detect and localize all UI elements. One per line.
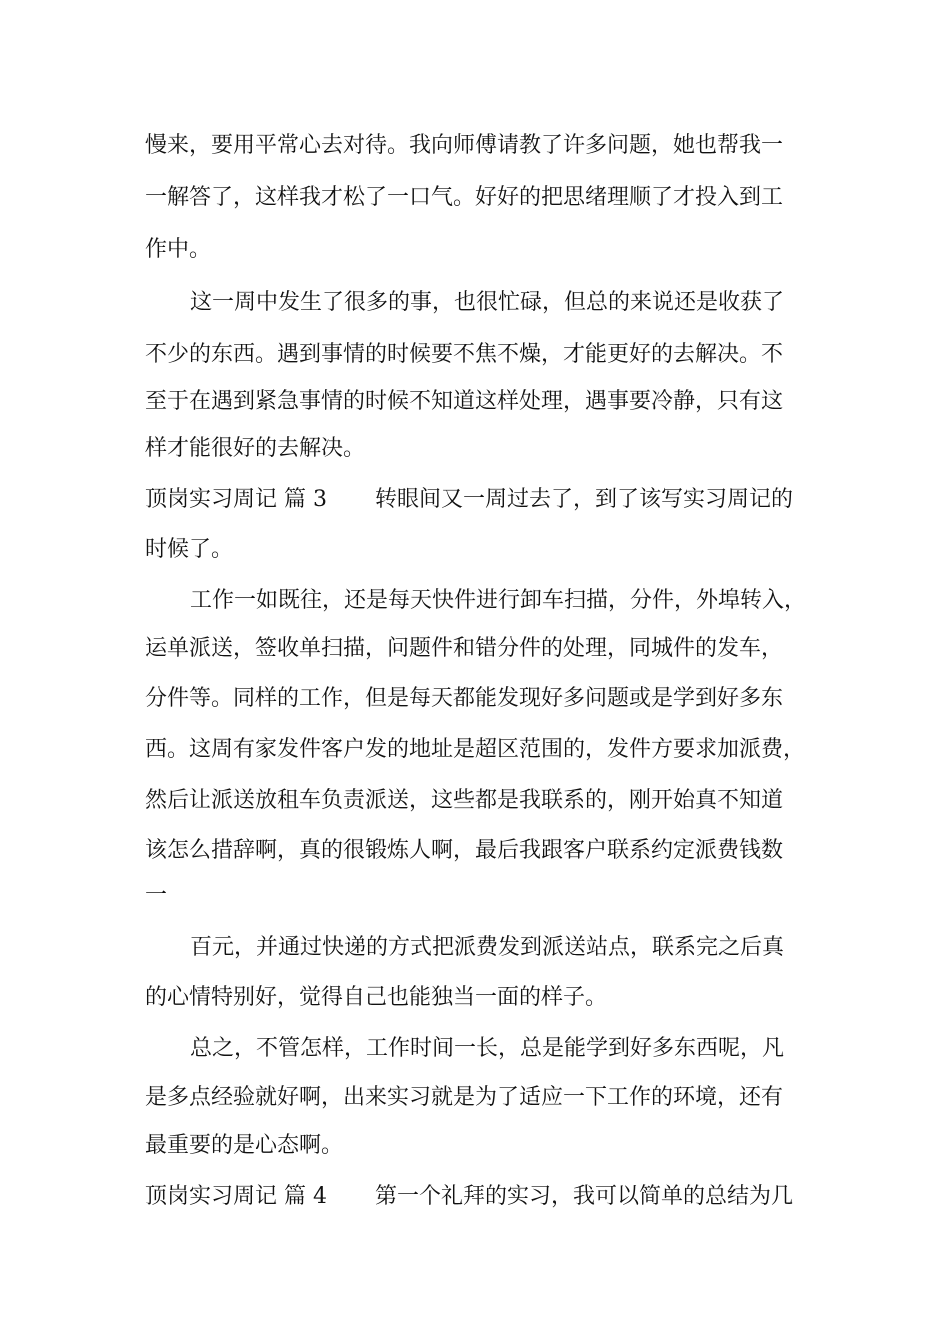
text-line: 一解答了，这样我才松了一口气。好好的把思绪理顺了才投入到工 xyxy=(145,185,784,210)
text-segment: 转眼间又一周过去了，到了该写实习周记的 xyxy=(375,487,794,512)
text-line: 工作一如既往，还是每天快件进行卸车扫描，分件，外埠转入， xyxy=(190,588,807,613)
text-segment: 第一个礼拜的实习，我可以简单的总结为几 xyxy=(375,1184,794,1209)
text-line: 作中。 xyxy=(145,237,212,262)
text-line: 时候了。 xyxy=(145,537,234,562)
text-line: 总之，不管怎样，工作时间一长，总是能学到好多东西呢，凡 xyxy=(190,1036,785,1061)
section-heading-line xyxy=(145,1182,793,1212)
text-line: 西。这周有家发件客户发的地址是超区范围的，发件方要求加派费， xyxy=(145,737,806,762)
section-heading: 顶岗实习周记 篇 3 xyxy=(145,487,327,512)
text-line: 的心情特别好，觉得自己也能独当一面的样子。 xyxy=(145,985,608,1010)
text-line: 这一周中发生了很多的事，也很忙碌，但总的来说还是收获了 xyxy=(190,290,785,315)
text-line: 一 xyxy=(145,883,168,908)
text-line: 样才能很好的去解决。 xyxy=(145,436,366,461)
text-line: 至于在遇到紧急事情的时候不知道这样处理，遇事要冷静，只有这 xyxy=(145,389,784,414)
text-line: 然后让派送放租车负责派送，这些都是我联系的，刚开始真不知道 xyxy=(145,788,784,813)
text-line: 分件等。同样的工作，但是每天都能发现好多问题或是学到好多东 xyxy=(145,686,784,711)
text-line: 该怎么措辞啊，真的很锻炼人啊，最后我跟客户联系约定派费钱数 xyxy=(145,838,784,863)
text-line: 运单派送，签收单扫描，问题件和错分件的处理，同城件的发车， xyxy=(145,636,784,661)
section-heading: 顶岗实习周记 篇 4 xyxy=(145,1184,327,1209)
section-heading-line xyxy=(145,485,793,515)
text-line: 百元，并通过快递的方式把派费发到派送站点，联系完之后真 xyxy=(190,935,785,960)
text-line: 不少的东西。遇到事情的时候要不焦不燥，才能更好的去解决。不 xyxy=(145,342,784,367)
text-line: 最重要的是心态啊。 xyxy=(145,1133,344,1158)
text-line: 慢来，要用平常心去对待。我向师傅请教了许多问题，她也帮我一 xyxy=(145,133,784,158)
text-line: 是多点经验就好啊，出来实习就是为了适应一下工作的环境，还有 xyxy=(145,1085,784,1110)
